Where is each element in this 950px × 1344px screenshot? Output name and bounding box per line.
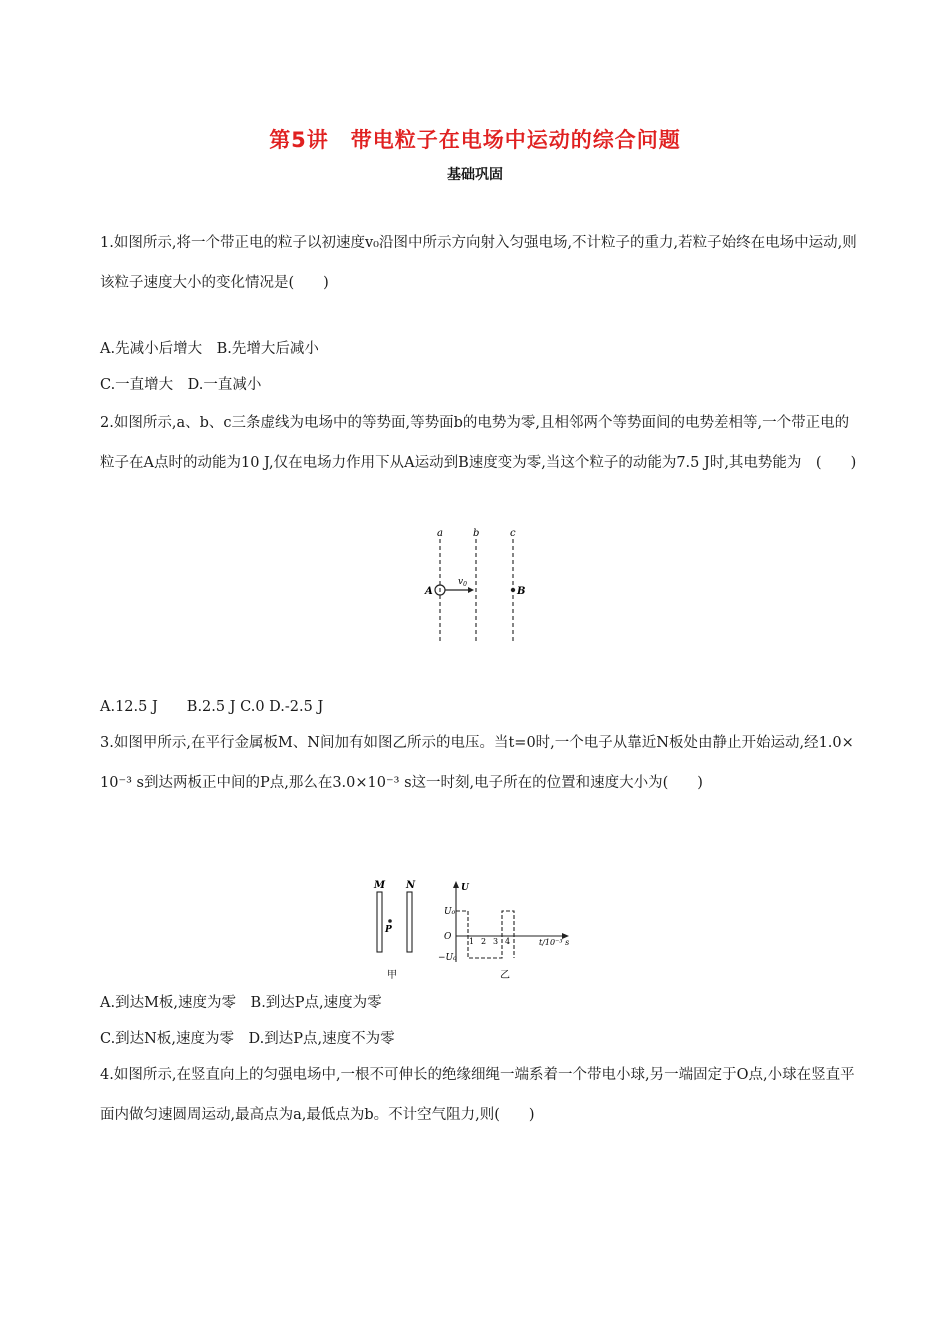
label-O: O [444, 932, 452, 942]
label-b: b [473, 528, 480, 539]
tick-2: 2 [481, 937, 487, 946]
label-a: a [437, 528, 443, 539]
question-3-options-ab: A.到达M板,速度为零 B.到达P点,速度为零 [100, 995, 382, 1011]
label-A: A [425, 586, 433, 597]
question-2-stem: 2.如图所示,a、b、c三条虚线为电场中的等势面,等势面b的电势为零,且相邻两个等势面间的电势差相等,一个带正电的粒子在A点时的动能为10 J,仅在电场力作用下从A运动到B速度变为零,当这个粒子的动能为7.5 J时,其电势能为 ( ) [100, 415, 857, 471]
label-v0: $v_0$ [458, 577, 467, 588]
equipotential-figure [418, 527, 528, 649]
label-N: N [406, 880, 416, 891]
question-1-options-cd: C.一直增大 D.一直减小 [100, 377, 262, 393]
velocity-arrowhead [468, 587, 474, 593]
question-1-options-ab: A.先减小后增大 B.先增大后减小 [100, 341, 319, 357]
parallel-plates-figure [368, 878, 428, 992]
question-2-options: A.12.5 J B.2.5 J C.0 D.-2.5 J [100, 699, 324, 715]
section-subtitle: 基础巩固 [447, 167, 503, 183]
tick-3: 3 [493, 937, 499, 946]
tick-1: 1 [469, 937, 475, 946]
point-B [511, 588, 515, 592]
plate-M [377, 892, 382, 952]
label-c: c [510, 528, 516, 539]
question-4-stem: 4.如图所示,在竖直向上的匀强电场中,一根不可伸长的绝缘细绳一端系着一个带电小球,另一端固定于O点,小球在竖直平面内做匀速圆周运动,最高点为a,最低点为b。不计空气阻力,则( ) [100, 1067, 855, 1123]
label-negU0: −U₀ [438, 953, 457, 963]
label-P: P [385, 925, 392, 935]
question-3-options-cd: C.到达N板,速度为零 D.到达P点,速度不为零 [100, 1031, 395, 1047]
tick-4: 4 [505, 937, 511, 946]
label-yi: 乙 [500, 970, 510, 981]
question-1-stem: 1.如图所示,将一个带正电的粒子以初速度v₀沿图中所示方向射入匀强电场,不计粒子的重力,若粒子始终在电场中运动,则该粒子速度大小的变化情况是( ) [100, 235, 857, 291]
label-U0: U₀ [444, 907, 456, 917]
label-B: B [517, 586, 526, 597]
voltage-graph-figure [434, 878, 594, 992]
page-title: 第5讲 带电粒子在电场中运动的综合问题 [269, 128, 681, 152]
question-3-stem: 3.如图甲所示,在平行金属板M、N间加有如图乙所示的电压。当t=0时,一个电子从靠近N板处由静止开始运动,经1.0×10⁻³ s到达两板正中间的P点,那么在3.0×10⁻³ s这一时刻,电子所在的位置和速度大小为( ) [100, 735, 854, 791]
label-M: M [374, 880, 386, 891]
label-t-axis: t/10⁻³ s [539, 938, 570, 947]
voltage-square-wave [456, 911, 514, 958]
label-jia: 甲 [387, 970, 397, 981]
plate-N [407, 892, 412, 952]
label-U: U [461, 883, 469, 893]
point-P [388, 919, 392, 923]
